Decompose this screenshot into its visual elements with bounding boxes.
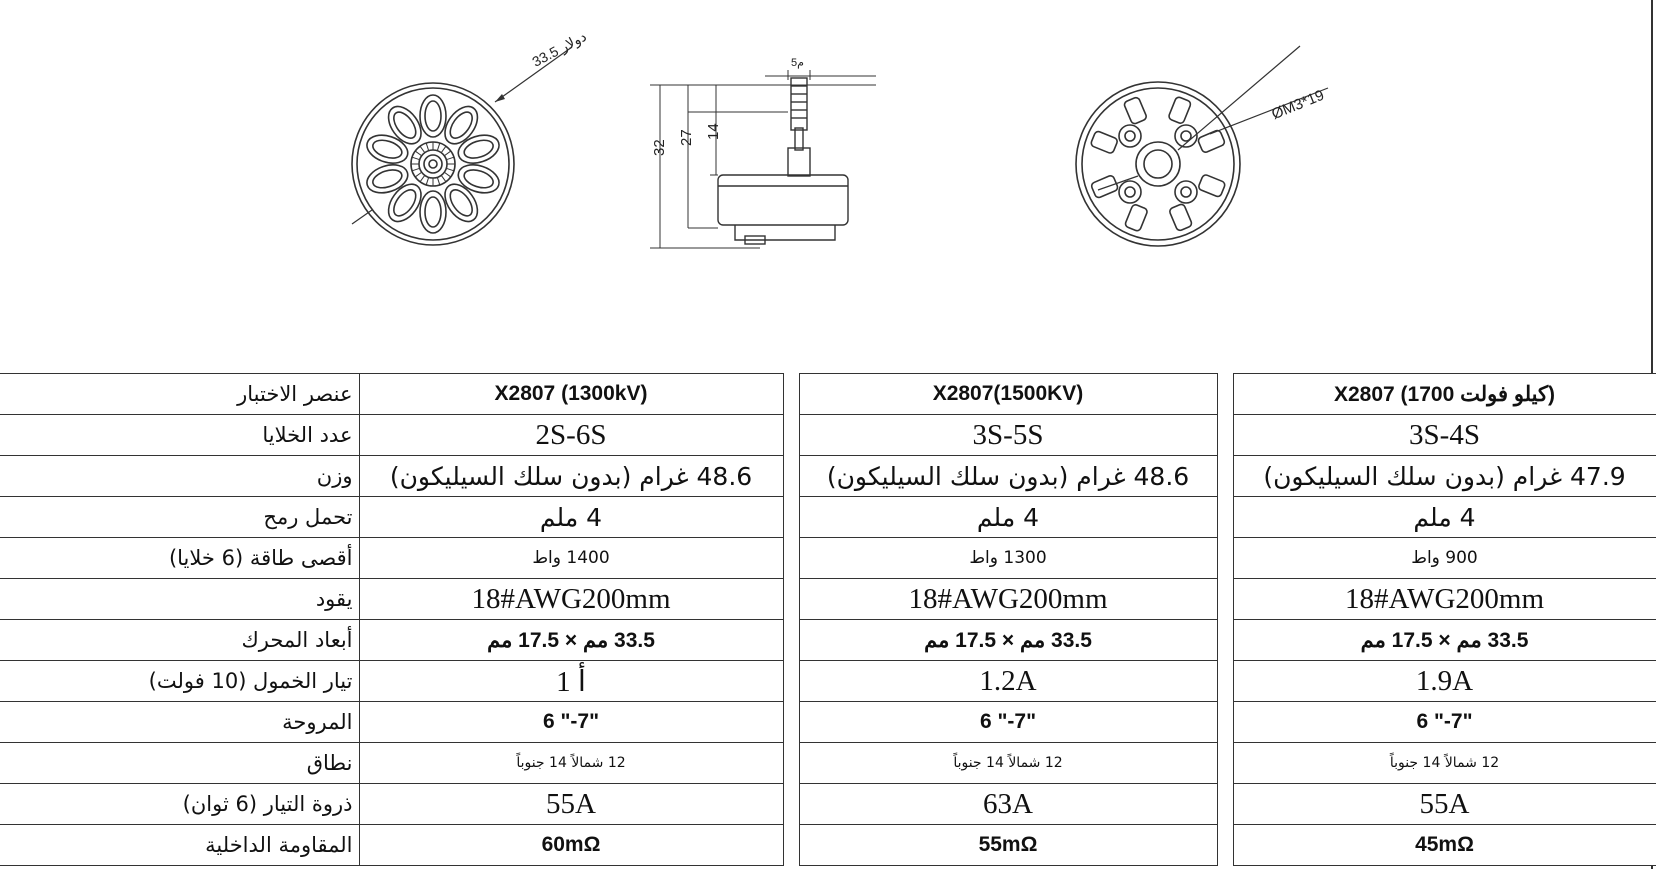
spec-cell-model-2: 6 "-7"	[799, 702, 1217, 743]
row-label: نطاق	[0, 743, 359, 784]
row-label: عدد الخلايا	[0, 415, 359, 456]
motor-rear-view	[1076, 46, 1328, 246]
mount-hole-inner	[1125, 131, 1135, 141]
row-label: يقود	[0, 579, 359, 620]
motor-drawings	[0, 0, 1656, 360]
spec-cell-model-1: 18#AWG200mm	[359, 579, 783, 620]
column-gap	[1217, 784, 1233, 825]
rotor-vent-inner	[425, 197, 441, 227]
rear-cutout	[1168, 96, 1192, 124]
column-gap	[1217, 825, 1233, 866]
rear-cutout	[1124, 204, 1148, 232]
column-gap	[783, 661, 799, 702]
rear-cutout	[1198, 174, 1226, 198]
mount-hole	[1119, 125, 1141, 147]
spec-row	[0, 579, 1656, 620]
column-gap	[783, 784, 799, 825]
rear-cutout	[1123, 96, 1147, 124]
column-gap	[1217, 620, 1233, 661]
mount-hole-inner	[1181, 187, 1191, 197]
rear-cutout	[1090, 130, 1118, 154]
column-gap	[783, 374, 799, 415]
spec-cell-model-1: 6 "-7"	[359, 702, 783, 743]
spec-cell-model-2: 48.6 غرام (بدون سلك السيليكون)	[799, 456, 1217, 497]
spec-cell-model-2: 12 شمالاً 14 جنوباً	[799, 743, 1217, 784]
mount-hole	[1175, 181, 1197, 203]
hub-rib	[446, 168, 454, 170]
hub-rib	[441, 175, 446, 181]
spec-cell-model-3: 6 "-7"	[1233, 702, 1656, 743]
hub-rib	[412, 168, 420, 170]
spec-row	[0, 661, 1656, 702]
hub-rib	[415, 172, 421, 177]
hub-rib	[437, 177, 439, 185]
spec-cell-model-2: 55mΩ	[799, 825, 1217, 866]
spec-cell-model-1: 2S-6S	[359, 415, 783, 456]
front-diameter-label: 33.5 دولار	[529, 27, 589, 70]
spec-row	[0, 538, 1656, 579]
spec-cell-model-1: X2807 (1300kV)	[359, 374, 783, 415]
hub-rib	[415, 151, 421, 156]
spec-cell-model-2: 33.5 مم × 17.5 مم	[799, 620, 1217, 661]
mount-hole-inner	[1125, 187, 1135, 197]
spec-row	[0, 620, 1656, 661]
column-gap	[1217, 743, 1233, 784]
row-label: عنصر الاختبار	[0, 374, 359, 415]
column-gap	[783, 702, 799, 743]
spec-cell-model-3: 1.9A	[1233, 661, 1656, 702]
spec-cell-model-3: 4 ملم	[1233, 497, 1656, 538]
spec-cell-model-1: 1 أ	[359, 661, 783, 702]
spec-cell-model-3: 3S-4S	[1233, 415, 1656, 456]
spec-cell-model-1: 1400 واط	[359, 538, 783, 579]
column-gap	[1217, 579, 1233, 620]
rear-hole-label: ØM3*19	[1269, 86, 1327, 124]
spec-row	[0, 497, 1656, 538]
spec-cell-model-2: 1300 واط	[799, 538, 1217, 579]
row-label: وزن	[0, 456, 359, 497]
spec-cell-model-1: 4 ملم	[359, 497, 783, 538]
column-gap	[783, 456, 799, 497]
mount-hole	[1119, 181, 1141, 203]
column-gap	[783, 620, 799, 661]
side-dim-thread: 5م	[791, 57, 804, 69]
hub-rib	[420, 146, 425, 152]
spec-cell-model-3: 900 واط	[1233, 538, 1656, 579]
column-gap	[783, 415, 799, 456]
column-gap	[783, 743, 799, 784]
column-gap	[783, 538, 799, 579]
spec-row	[0, 784, 1656, 825]
spec-cell-model-3: 55A	[1233, 784, 1656, 825]
spec-cell-model-2: 1.2A	[799, 661, 1217, 702]
spec-cell-model-2: 3S-5S	[799, 415, 1217, 456]
column-gap	[1217, 538, 1233, 579]
spec-cell-model-3: 33.5 مم × 17.5 مم	[1233, 620, 1656, 661]
spec-cell-model-1: 33.5 مم × 17.5 مم	[359, 620, 783, 661]
motor-side-view	[650, 70, 876, 248]
spec-row	[0, 374, 1656, 415]
spec-cell-model-1: 60mΩ	[359, 825, 783, 866]
spec-cell-model-1: 12 شمالاً 14 جنوباً	[359, 743, 783, 784]
spec-cell-model-3: X2807 (1700 كيلو فولت)	[1233, 374, 1656, 415]
spec-row	[0, 415, 1656, 456]
spec-row	[0, 743, 1656, 784]
spec-row	[0, 825, 1656, 866]
rear-cutout	[1090, 175, 1118, 199]
column-gap	[783, 579, 799, 620]
rotor-vent-inner	[425, 101, 441, 131]
spec-cell-model-1: 55A	[359, 784, 783, 825]
spec-cell-model-2: 63A	[799, 784, 1217, 825]
hub-rib	[420, 175, 425, 181]
column-gap	[1217, 702, 1233, 743]
column-gap	[783, 497, 799, 538]
spec-cell-model-1: 48.6 غرام (بدون سلك السيليكون)	[359, 456, 783, 497]
row-label: المقاومة الداخلية	[0, 825, 359, 866]
row-label: ذروة التيار (6 ثوان)	[0, 784, 359, 825]
hub-rib	[444, 151, 450, 156]
row-label: تيار الخمول (10 فولت)	[0, 661, 359, 702]
hub-rib	[441, 146, 446, 152]
spec-cell-model-3: 45mΩ	[1233, 825, 1656, 866]
spec-cell-model-3: 47.9 غرام (بدون سلك السيليكون)	[1233, 456, 1656, 497]
side-dim-total: 32	[651, 139, 668, 156]
hub-rib	[444, 172, 450, 177]
column-gap	[1217, 661, 1233, 702]
hub-rib	[412, 157, 420, 159]
column-gap	[783, 825, 799, 866]
motor-front-view	[352, 47, 572, 245]
column-gap	[1217, 456, 1233, 497]
spec-cell-model-2: 18#AWG200mm	[799, 579, 1217, 620]
spec-cell-model-3: 12 شمالاً 14 جنوباً	[1233, 743, 1656, 784]
hub-rib	[426, 143, 428, 151]
column-gap	[1217, 374, 1233, 415]
spec-row	[0, 456, 1656, 497]
spec-table	[0, 373, 1656, 866]
spec-row	[0, 702, 1656, 743]
hub-rib	[426, 177, 428, 185]
hub-rib	[437, 143, 439, 151]
row-label: المروحة	[0, 702, 359, 743]
side-dim-shaft: 14	[705, 123, 722, 140]
row-label: تحمل رمح	[0, 497, 359, 538]
hub-rib	[446, 157, 454, 159]
row-label: أقصى طاقة (6 خلايا)	[0, 538, 359, 579]
spec-cell-model-2: X2807(1500KV)	[799, 374, 1217, 415]
spec-cell-model-3: 18#AWG200mm	[1233, 579, 1656, 620]
row-label: أبعاد المحرك	[0, 620, 359, 661]
rear-cutout	[1169, 203, 1193, 231]
column-gap	[1217, 415, 1233, 456]
side-dim-body: 27	[678, 129, 695, 146]
spec-cell-model-2: 4 ملم	[799, 497, 1217, 538]
column-gap	[1217, 497, 1233, 538]
